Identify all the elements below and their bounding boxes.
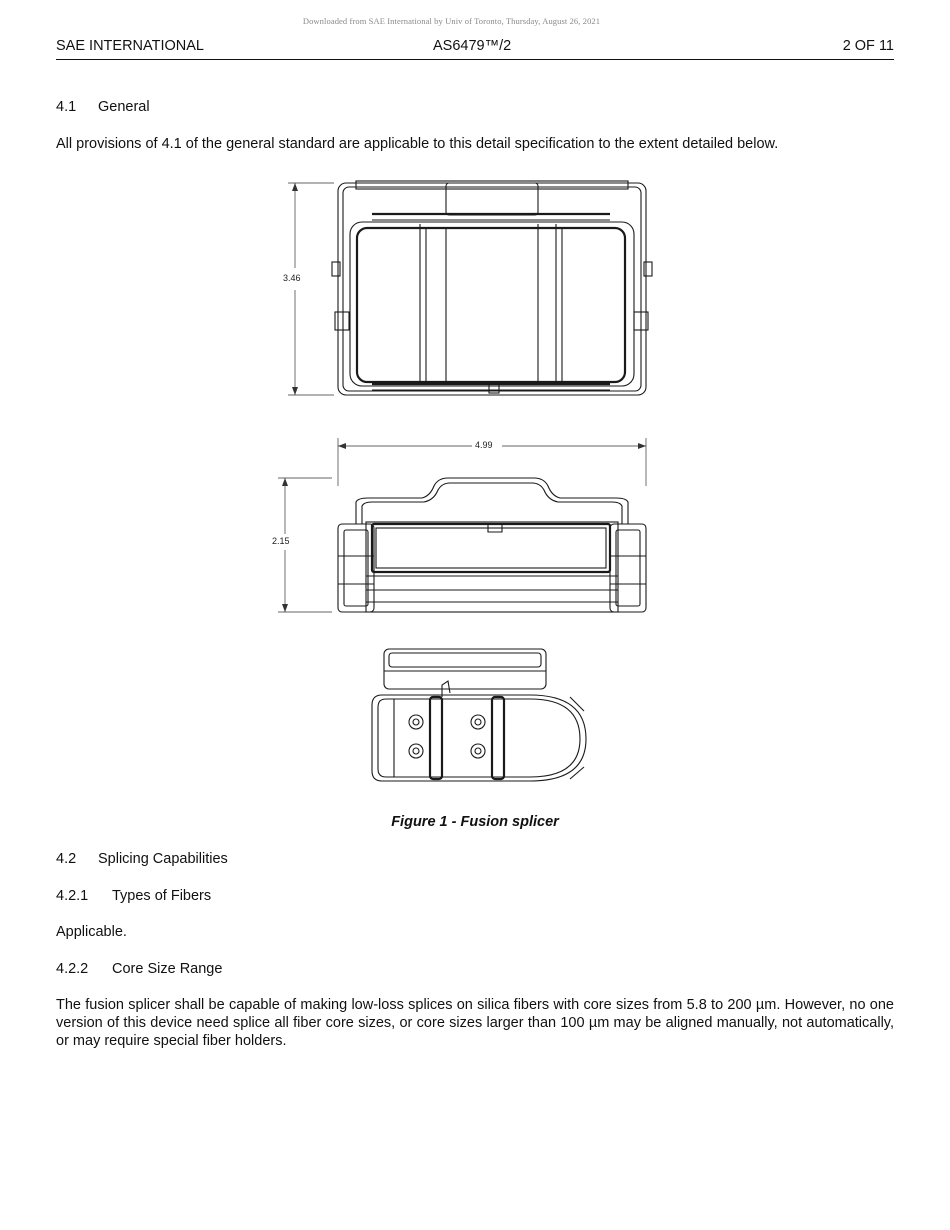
section-4-2-1-heading — [56, 887, 211, 905]
section-4-2-heading — [56, 850, 228, 868]
section-title: Types of Fibers — [112, 888, 212, 904]
download-watermark: Downloaded from SAE International by Univ of Toronto, Thursday, August 26, 2021 — [302, 16, 601, 26]
header-page-number: 2 OF 11 — [842, 38, 894, 54]
dim-front-view-height: 2.15 — [272, 536, 290, 546]
splicer-top-view-drawing — [280, 178, 650, 400]
dim-front-view-width: 4.99 — [475, 440, 493, 450]
page-header — [56, 38, 894, 60]
section-4-1-body: All provisions of 4.1 of the general standard are applicable to this detail specification to the extent detailed below. — [56, 136, 779, 152]
header-doc-number: AS6479™/2 — [433, 38, 512, 54]
figure-caption: Figure 1 - Fusion splicer — [391, 814, 559, 830]
header-org: SAE INTERNATIONAL — [56, 38, 204, 54]
section-number: 4.2 — [56, 851, 77, 867]
section-4-2-2-heading — [56, 960, 222, 978]
section-number: 4.2.2 — [56, 961, 89, 977]
dim-top-view-height: 3.46 — [283, 273, 301, 283]
splicer-front-view-drawing — [276, 436, 650, 616]
section-title: Splicing Capabilities — [98, 851, 228, 867]
section-number: 4.2.1 — [56, 888, 89, 904]
section-4-2-1-body: Applicable. — [56, 924, 127, 940]
section-title: Core Size Range — [112, 961, 223, 977]
section-4-2-2-body: The fusion splicer shall be capable of making low-loss splices on silica fibers with core sizes from 5.8 to 200 µm. However, no one version of this device need splice all fiber core sizes, or core sizes larger than 100 µm may be aligned manually, not automatically, or may require special fiber holders. — [56, 997, 894, 1049]
section-number: 4.1 — [56, 99, 77, 115]
splicer-side-view-drawing — [370, 647, 592, 787]
section-4-1-heading — [56, 98, 150, 116]
section-title: General — [98, 99, 150, 115]
